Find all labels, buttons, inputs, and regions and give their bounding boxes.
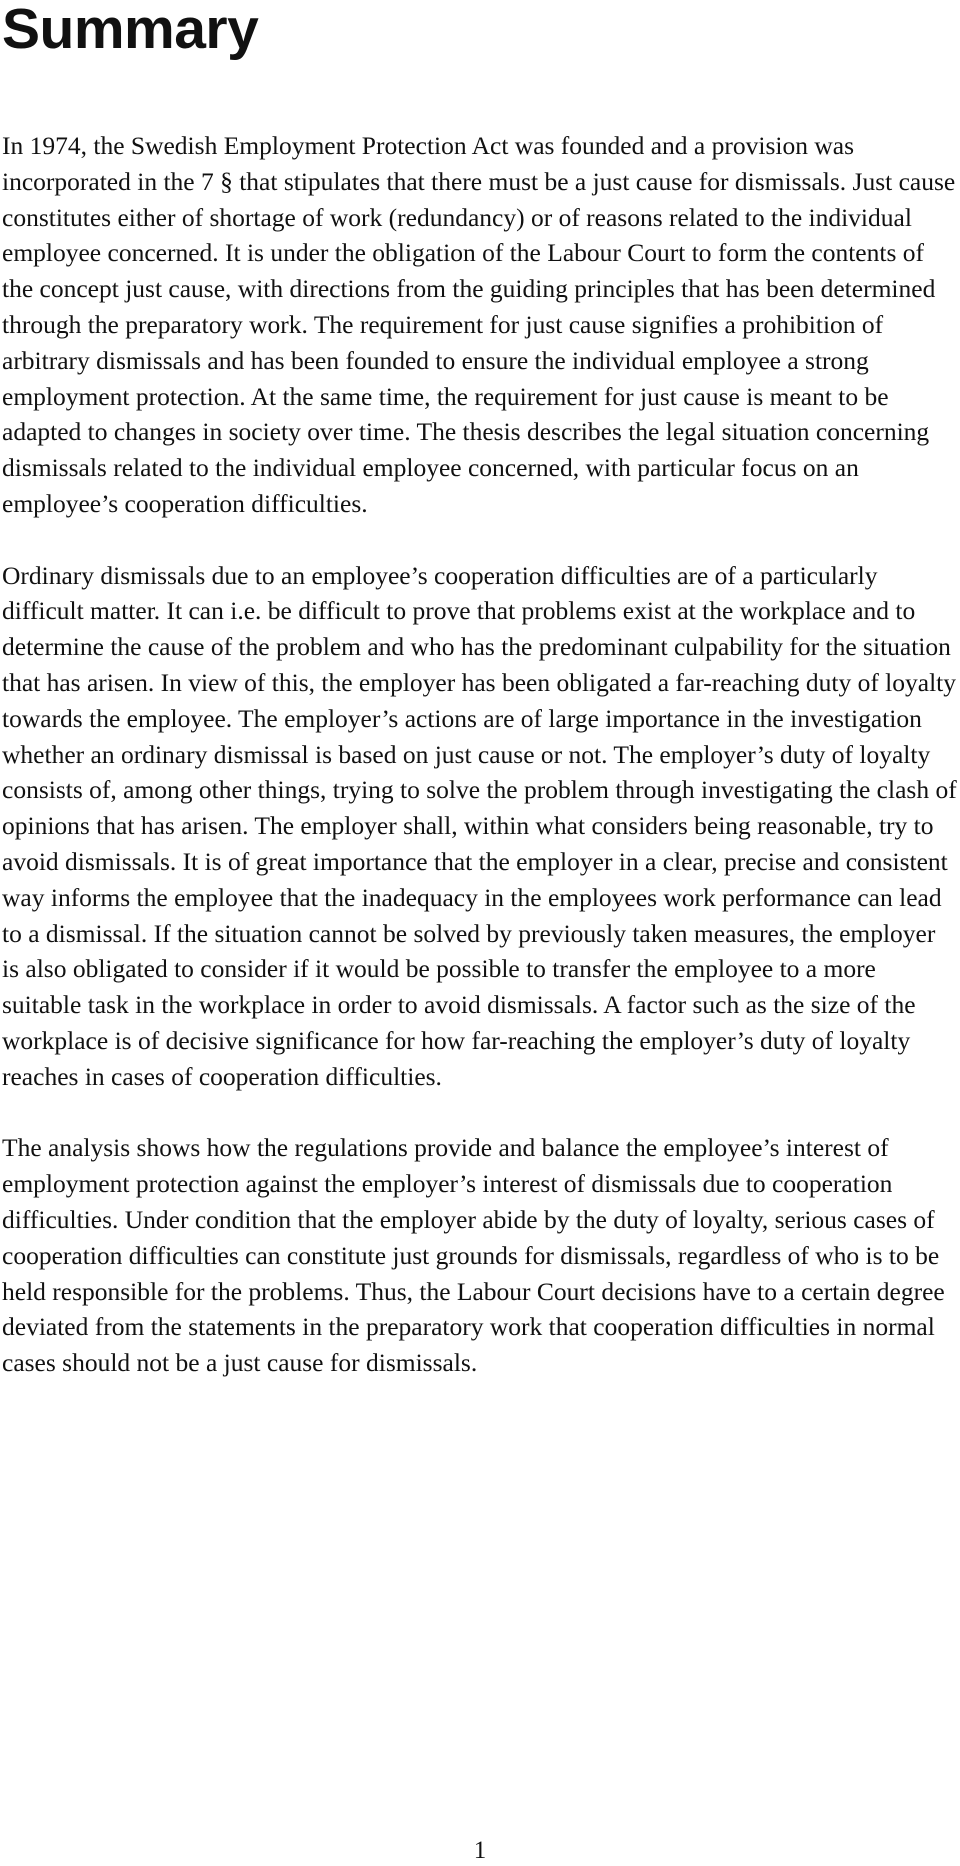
document-body: [2, 128, 958, 1417]
paragraph-3: The analysis shows how the regulations provide and balance the employee’s interest of employment protection against the employer’s interest of dismissals due to cooperation difficulties. Under condition that the employer abide by the duty of loyalty, serious cases of cooperation difficulties can constitute just grounds for dismissals, regardless of who is to be held responsible for the problems. Thus, the Labour Court decisions have to a certain degree deviated from the statements in the preparatory work that cooperation difficulties in normal cases should not be a just cause for dismissals.: [2, 1133, 945, 1378]
page-title: Summary: [2, 0, 259, 61]
paragraph-2: Ordinary dismissals due to an employee’s cooperation difficulties are of a particularly difficult matter. It can i.e. be difficult to prove that problems exist at the workplace and to determine the cause of the problem and who has the predominant culpability for the situation that has arisen. In view of this, the employer has been obligated a far-reaching duty of loyalty towards the employee. The employer’s actions are of large importance in the investigation whether an ordinary dismissal is based on just cause or not. The employer’s duty of loyalty consists of, among other things, trying to solve the problem through investigating the clash of opinions that has arisen. The employer shall, within what considers being reasonable, try to avoid dismissals. It is of great importance that the employer in a clear, precise and consistent way informs the employee that the inadequacy in the employees work performance can lead to a dismissal. If the situation cannot be solved by previously taken measures, the employer is also obligated to consider if it would be possible to transfer the employee to a more suitable task in the workplace in order to avoid dismissals. A factor such as the size of the workplace is of decisive significance for how far-reaching the employer’s duty of loyalty reaches in cases of cooperation difficulties.: [2, 560, 957, 1091]
page-number: 1: [473, 1837, 487, 1864]
paragraph-1: In 1974, the Swedish Employment Protection Act was founded and a provision was incorporated in the 7 § that stipulates that there must be a just cause for dismissals. Just cause constitutes either of shortage of work (redundancy) or of reasons related to the individual employee concerned. It is under the obligation of the Labour Court to form the contents of the concept just cause, with directions from the guiding principles that has been determined through the preparatory work. The requirement for just cause signifies a prohibition of arbitrary dismissals and has been founded to ensure the individual employee a strong employment protection. At the same time, the requirement for just cause is meant to be adapted to changes in society over time. The thesis describes the legal situation concerning dismissals related to the individual employee concerned, with particular focus on an employee’s cooperation difficulties.: [2, 131, 956, 518]
